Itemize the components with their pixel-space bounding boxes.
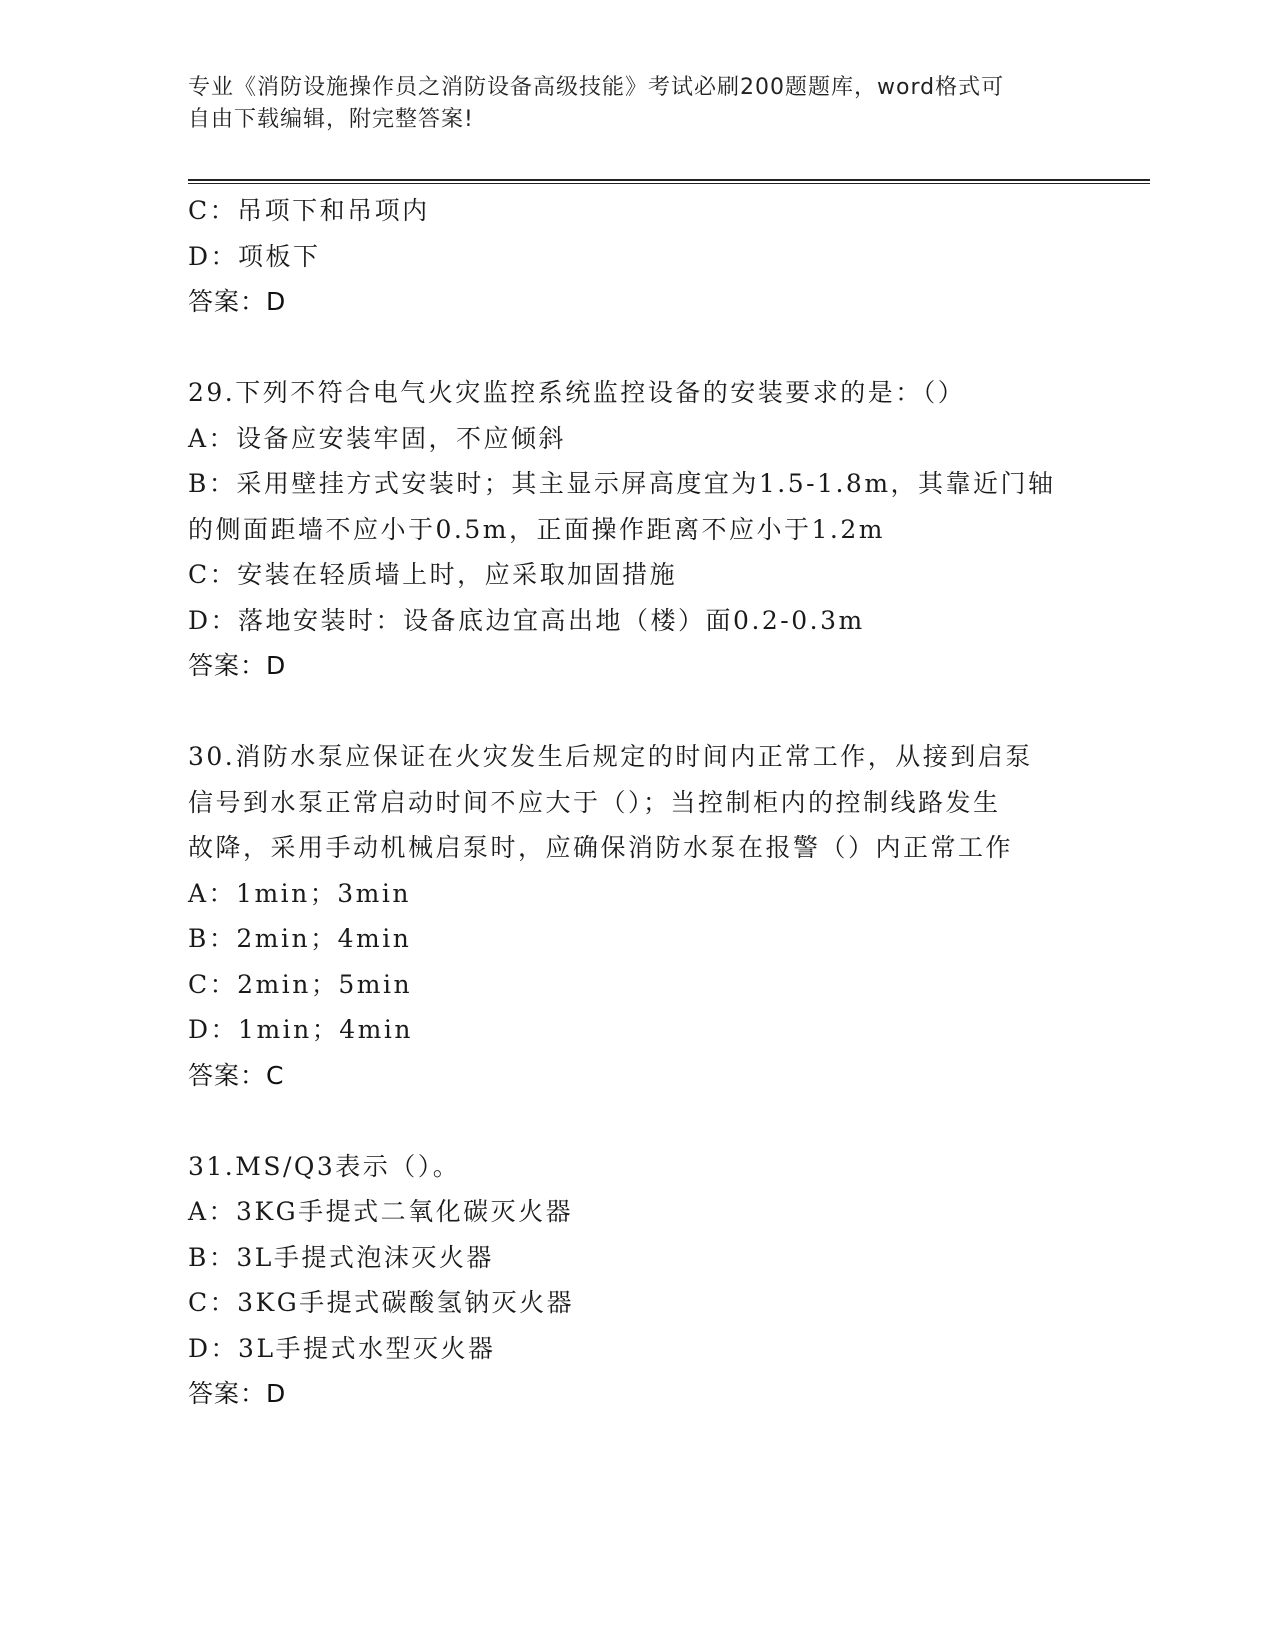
option-c: C：3KG手提式碳酸氢钠灭火器 — [188, 1288, 575, 1317]
question-list — [188, 188, 1088, 1417]
document-header — [188, 72, 1088, 136]
option-c: C：安装在轻质墙上时，应采取加固措施 — [188, 560, 678, 589]
question-31 — [188, 1144, 1088, 1417]
answer-line: 答案：D — [188, 287, 287, 316]
option-b: B：3L手提式泡沫灭火器 — [188, 1242, 494, 1272]
question-28 — [188, 188, 1088, 325]
header-rule-thin — [188, 183, 1150, 184]
option-b-line-1: B：采用壁挂方式安装时；其主显示屏高度宜为1.5-1.8m，其靠近门轴 — [188, 469, 1056, 498]
spacer — [188, 1098, 1088, 1144]
question-stem: 31.MS/Q3表示（）。 — [188, 1151, 461, 1181]
option-b-line-2: 的侧面距墙不应小于0.5m，正面操作距离不应小于1.2m — [188, 514, 885, 544]
header-title-line-2: 自由下载编辑，附完整答案! — [188, 107, 474, 132]
spacer — [188, 689, 1088, 735]
question-stem-line-3: 故降，采用手动机械启泵时，应确保消防水泵在报警（）内正常工作 — [188, 833, 1014, 862]
option-d: D：1min；4min — [188, 1015, 413, 1044]
option-d: D：落地安装时：设备底边宜高出地（楼）面0.2-0.3m — [188, 605, 865, 635]
option-d: D：项板下 — [188, 241, 321, 271]
option-a: A：3KG手提式二氧化碳灭火器 — [188, 1197, 574, 1226]
answer-line: 答案：C — [188, 1060, 285, 1090]
question-29 — [188, 370, 1088, 689]
header-title-line-1: 专业《消防设施操作员之消防设备高级技能》考试必刷200题题库，word格式可 — [188, 75, 1005, 100]
question-stem-line-2: 信号到水泵正常启动时间不应大于（）；当控制柜内的控制线路发生 — [188, 787, 1001, 817]
option-d: D：3L手提式水型灭火器 — [188, 1333, 496, 1363]
spacer — [188, 325, 1088, 371]
answer-line: 答案：D — [188, 651, 287, 680]
question-stem: 29.下列不符合电气火灾监控系统监控设备的安装要求的是：（） — [188, 378, 966, 407]
option-a: A：设备应安装牢固，不应倾斜 — [188, 423, 567, 453]
question-stem-line-1: 30.消防水泵应保证在火灾发生后规定的时间内正常工作，从接到启泵 — [188, 742, 1033, 771]
option-c: C：2min；5min — [188, 969, 413, 999]
option-a: A：1min；3min — [188, 878, 411, 908]
header-rule-thick — [188, 179, 1150, 181]
option-c: C：吊项下和吊项内 — [188, 196, 430, 225]
answer-line: 答案：D — [188, 1379, 287, 1408]
option-b: B：2min；4min — [188, 924, 412, 953]
question-30 — [188, 734, 1088, 1098]
